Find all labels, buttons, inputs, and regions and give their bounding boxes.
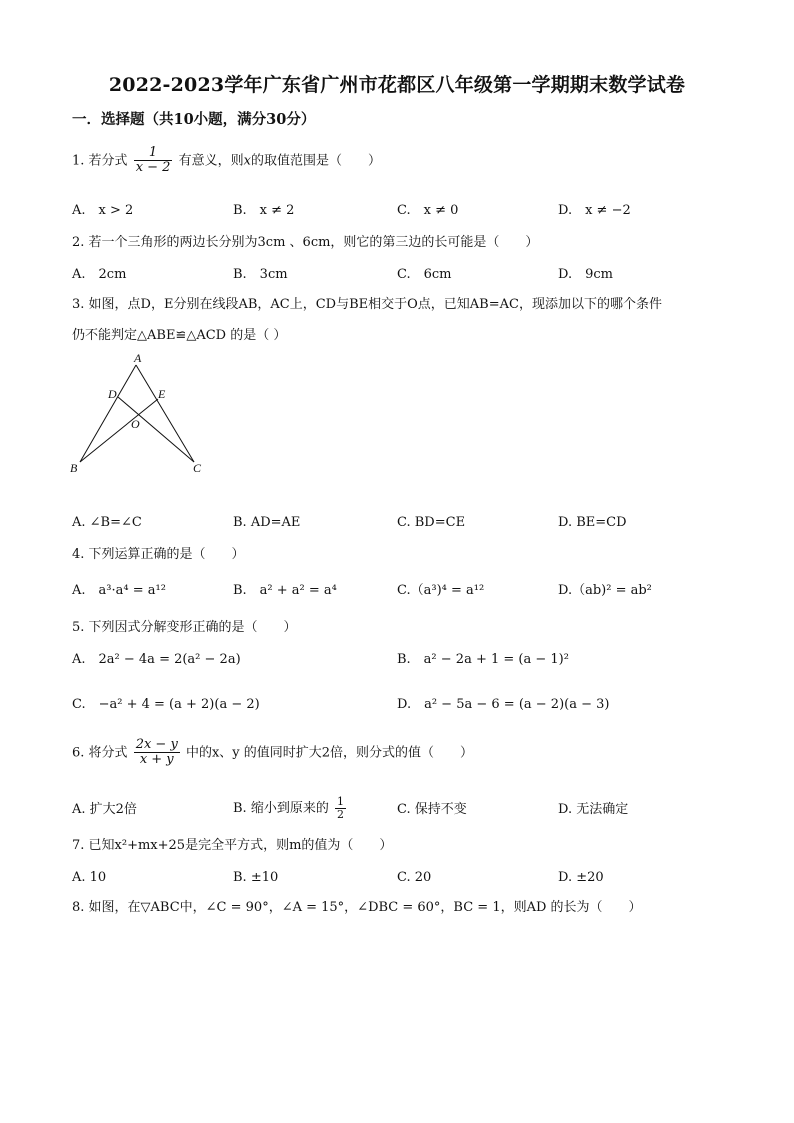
segment-ab — [80, 365, 136, 462]
q2-option-d: D. 9cm — [558, 267, 613, 282]
segment-be — [80, 399, 158, 462]
q4-option-d: D.（ab)² = ab² — [558, 583, 652, 598]
q7-option-c: C. 20 — [397, 870, 432, 885]
question-6-prefix: 6. 将分式 — [72, 745, 128, 761]
segment-ac — [136, 365, 194, 462]
question-3-line-1: 3. 如图，点D，E分别在线段AB，AC上，CD与BE相交于O点，已知AB=AC，现添加以下的哪个条件 — [72, 297, 662, 312]
fraction-numerator: 1 — [336, 795, 344, 808]
fraction-numerator: 1 — [148, 145, 158, 160]
q3-option-c: C. BD=CE — [397, 515, 466, 530]
q1-option-d: D. x ≠ −2 — [558, 203, 631, 218]
question-6 — [72, 738, 473, 768]
label-o: O — [131, 417, 140, 431]
question-5: 5. 下列因式分解变形正确的是（ ） — [72, 620, 297, 635]
q5-option-b: B. a² − 2a + 1 = (a − 1)² — [397, 652, 569, 667]
section-heading: 一．选择题（共10小题，满分30分） — [72, 111, 316, 128]
q6-option-b-text: B. 缩小到原来的 — [233, 801, 329, 817]
q6-option-d: D. 无法确定 — [558, 802, 629, 817]
question-1-var: x — [243, 153, 251, 169]
q5-option-d: D. a² − 5a − 6 = (a − 2)(a − 3) — [397, 697, 610, 712]
q5-option-c: C. −a² + 4 = (a + 2)(a − 2) — [72, 697, 260, 712]
q3-option-d: D. BE=CD — [558, 515, 627, 530]
q1-option-b: B. x ≠ 2 — [233, 203, 295, 218]
fraction-numerator: 2x − y — [135, 737, 178, 752]
q4-option-b: B. a² + a² = a⁴ — [233, 583, 337, 598]
q4-option-c: C.（a³)⁴ = a¹² — [397, 583, 485, 598]
question-6-suffix: 中的x、y 的值同时扩大2倍，则分式的值（ ） — [185, 745, 474, 761]
q3-option-a: A. ∠B=∠C — [72, 515, 142, 530]
label-e: E — [158, 387, 166, 401]
label-d: D — [108, 387, 117, 401]
question-6-fraction — [134, 738, 180, 768]
q2-option-b: B. 3cm — [233, 267, 288, 282]
q2-option-a: A. 2cm — [72, 267, 127, 282]
q4-option-a: A. a³·a⁴ = a¹² — [72, 583, 166, 598]
half-fraction — [335, 796, 346, 821]
q1-option-c: C. x ≠ 0 — [397, 203, 459, 218]
question-7: 7. 已知x²+mx+25是完全平方式，则m的值为（ ） — [72, 838, 393, 853]
question-8: 8. 如图，在▽ABC中，∠C = 90°，∠A = 15°，∠DBC = 60°，BC = 1，则AD 的长为（ ） — [72, 900, 642, 915]
q7-option-a: A. 10 — [72, 870, 107, 885]
q1-option-a: A. x > 2 — [72, 203, 134, 218]
q6-option-a: A. 扩大2倍 — [72, 802, 137, 817]
q6-option-c: C. 保持不变 — [397, 802, 467, 817]
fraction-denominator: x + y — [134, 752, 180, 767]
label-a: A — [134, 351, 142, 365]
q6-option-b — [233, 796, 348, 821]
segment-cd — [118, 397, 194, 462]
question-1-fraction — [134, 146, 173, 176]
question-2: 2. 若一个三角形的两边长分别为3cm 、6cm，则它的第三边的长可能是（ ） — [72, 235, 539, 250]
q5-option-a: A. 2a² − 4a = 2(a² − 2a) — [72, 652, 241, 667]
q7-option-b: B. ±10 — [233, 870, 279, 885]
q2-option-c: C. 6cm — [397, 267, 452, 282]
question-1-prefix: 1. 若分式 — [72, 153, 128, 169]
question-1-suffix-b: 的取值范围是（ ） — [250, 153, 381, 169]
q3-option-b: B. AD=AE — [233, 515, 301, 530]
fraction-denominator: x − 2 — [135, 160, 171, 176]
question-1-suffix-a: 有意义，则 — [178, 153, 244, 169]
label-c: C — [193, 461, 202, 475]
question-4: 4. 下列运算正确的是（ ） — [72, 547, 245, 562]
question-1 — [72, 146, 381, 176]
question-3-line-2: 仍不能判定△ABE≌△ACD 的是（ ） — [72, 328, 287, 343]
label-b: B — [70, 461, 78, 475]
fraction-denominator: 2 — [336, 808, 344, 822]
triangle-figure — [66, 350, 216, 480]
q7-option-d: D. ±20 — [558, 870, 604, 885]
exam-title: 2022-2023学年广东省广州市花都区八年级第一学期期末数学试卷 — [108, 74, 686, 96]
